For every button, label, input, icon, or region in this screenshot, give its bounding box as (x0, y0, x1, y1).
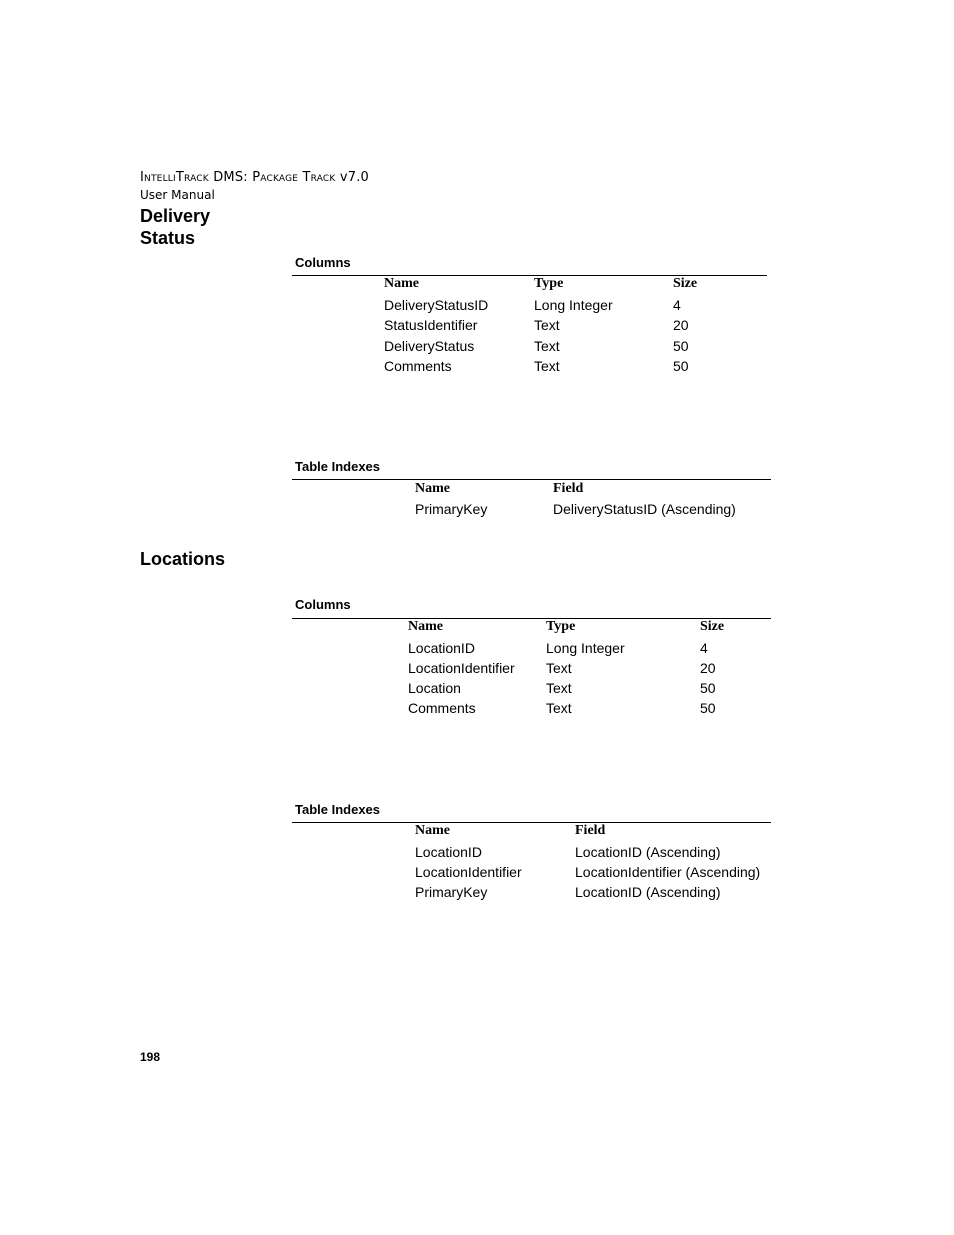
table-cell: Location (408, 680, 461, 696)
table-cell: 20 (673, 317, 689, 333)
columns-label: Columns (295, 255, 351, 270)
table-cell: Text (546, 660, 572, 676)
table-cell: PrimaryKey (415, 884, 488, 900)
column-header-type: Type (546, 619, 576, 634)
column-header-name: Name (415, 481, 450, 496)
table-cell: 50 (673, 338, 689, 354)
table-cell: LocationID (Ascending) (575, 884, 721, 900)
table-cell: Text (534, 358, 560, 374)
column-header-field: Field (553, 481, 584, 496)
column-header-size: Size (673, 276, 698, 291)
table-cell: 50 (700, 680, 716, 696)
table-cell: DeliveryStatusID (Ascending) (553, 501, 736, 517)
table-cell: 4 (673, 297, 681, 313)
table-rule (292, 479, 771, 480)
document-subtitle: User Manual (140, 188, 215, 202)
table-cell: LocationID (Ascending) (575, 844, 721, 860)
table-cell: 4 (700, 640, 708, 656)
document-title: IntelliTrack DMS: Package Track v7.0 (140, 170, 370, 185)
table-cell: Comments (408, 700, 476, 716)
table-cell: Text (546, 700, 572, 716)
column-header-field: Field (575, 823, 606, 838)
column-header-name: Name (408, 619, 443, 634)
column-header-type: Type (534, 276, 564, 291)
column-header-size: Size (700, 619, 725, 634)
table-cell: 50 (673, 358, 689, 374)
column-header-name: Name (415, 823, 450, 838)
table-cell: Text (546, 680, 572, 696)
table-cell: 50 (700, 700, 716, 716)
table-cell: Text (534, 338, 560, 354)
table-cell: DeliveryStatusID (384, 297, 489, 313)
table-rule (292, 822, 771, 823)
page-number: 198 (140, 1050, 161, 1064)
table-cell: LocationIdentifier (415, 864, 522, 880)
table-cell: LocationID (408, 640, 475, 656)
table-cell: Long Integer (534, 297, 613, 313)
table-cell: LocationID (415, 844, 482, 860)
table-cell: Text (534, 317, 560, 333)
columns-label: Columns (295, 597, 351, 612)
table-cell: LocationIdentifier (408, 660, 515, 676)
table-cell: PrimaryKey (415, 501, 488, 517)
table-indexes-label: Table Indexes (295, 459, 381, 474)
table-cell: Long Integer (546, 640, 625, 656)
section-title-delivery-status: Delivery Status (140, 206, 211, 248)
table-cell: LocationIdentifier (Ascending) (575, 864, 761, 880)
table-cell: 20 (700, 660, 716, 676)
table-cell: Comments (384, 358, 452, 374)
column-header-name: Name (384, 276, 419, 291)
table-indexes-label: Table Indexes (295, 802, 381, 817)
section-title-locations: Locations (140, 549, 226, 569)
table-cell: StatusIdentifier (384, 317, 478, 333)
table-cell: DeliveryStatus (384, 338, 475, 354)
